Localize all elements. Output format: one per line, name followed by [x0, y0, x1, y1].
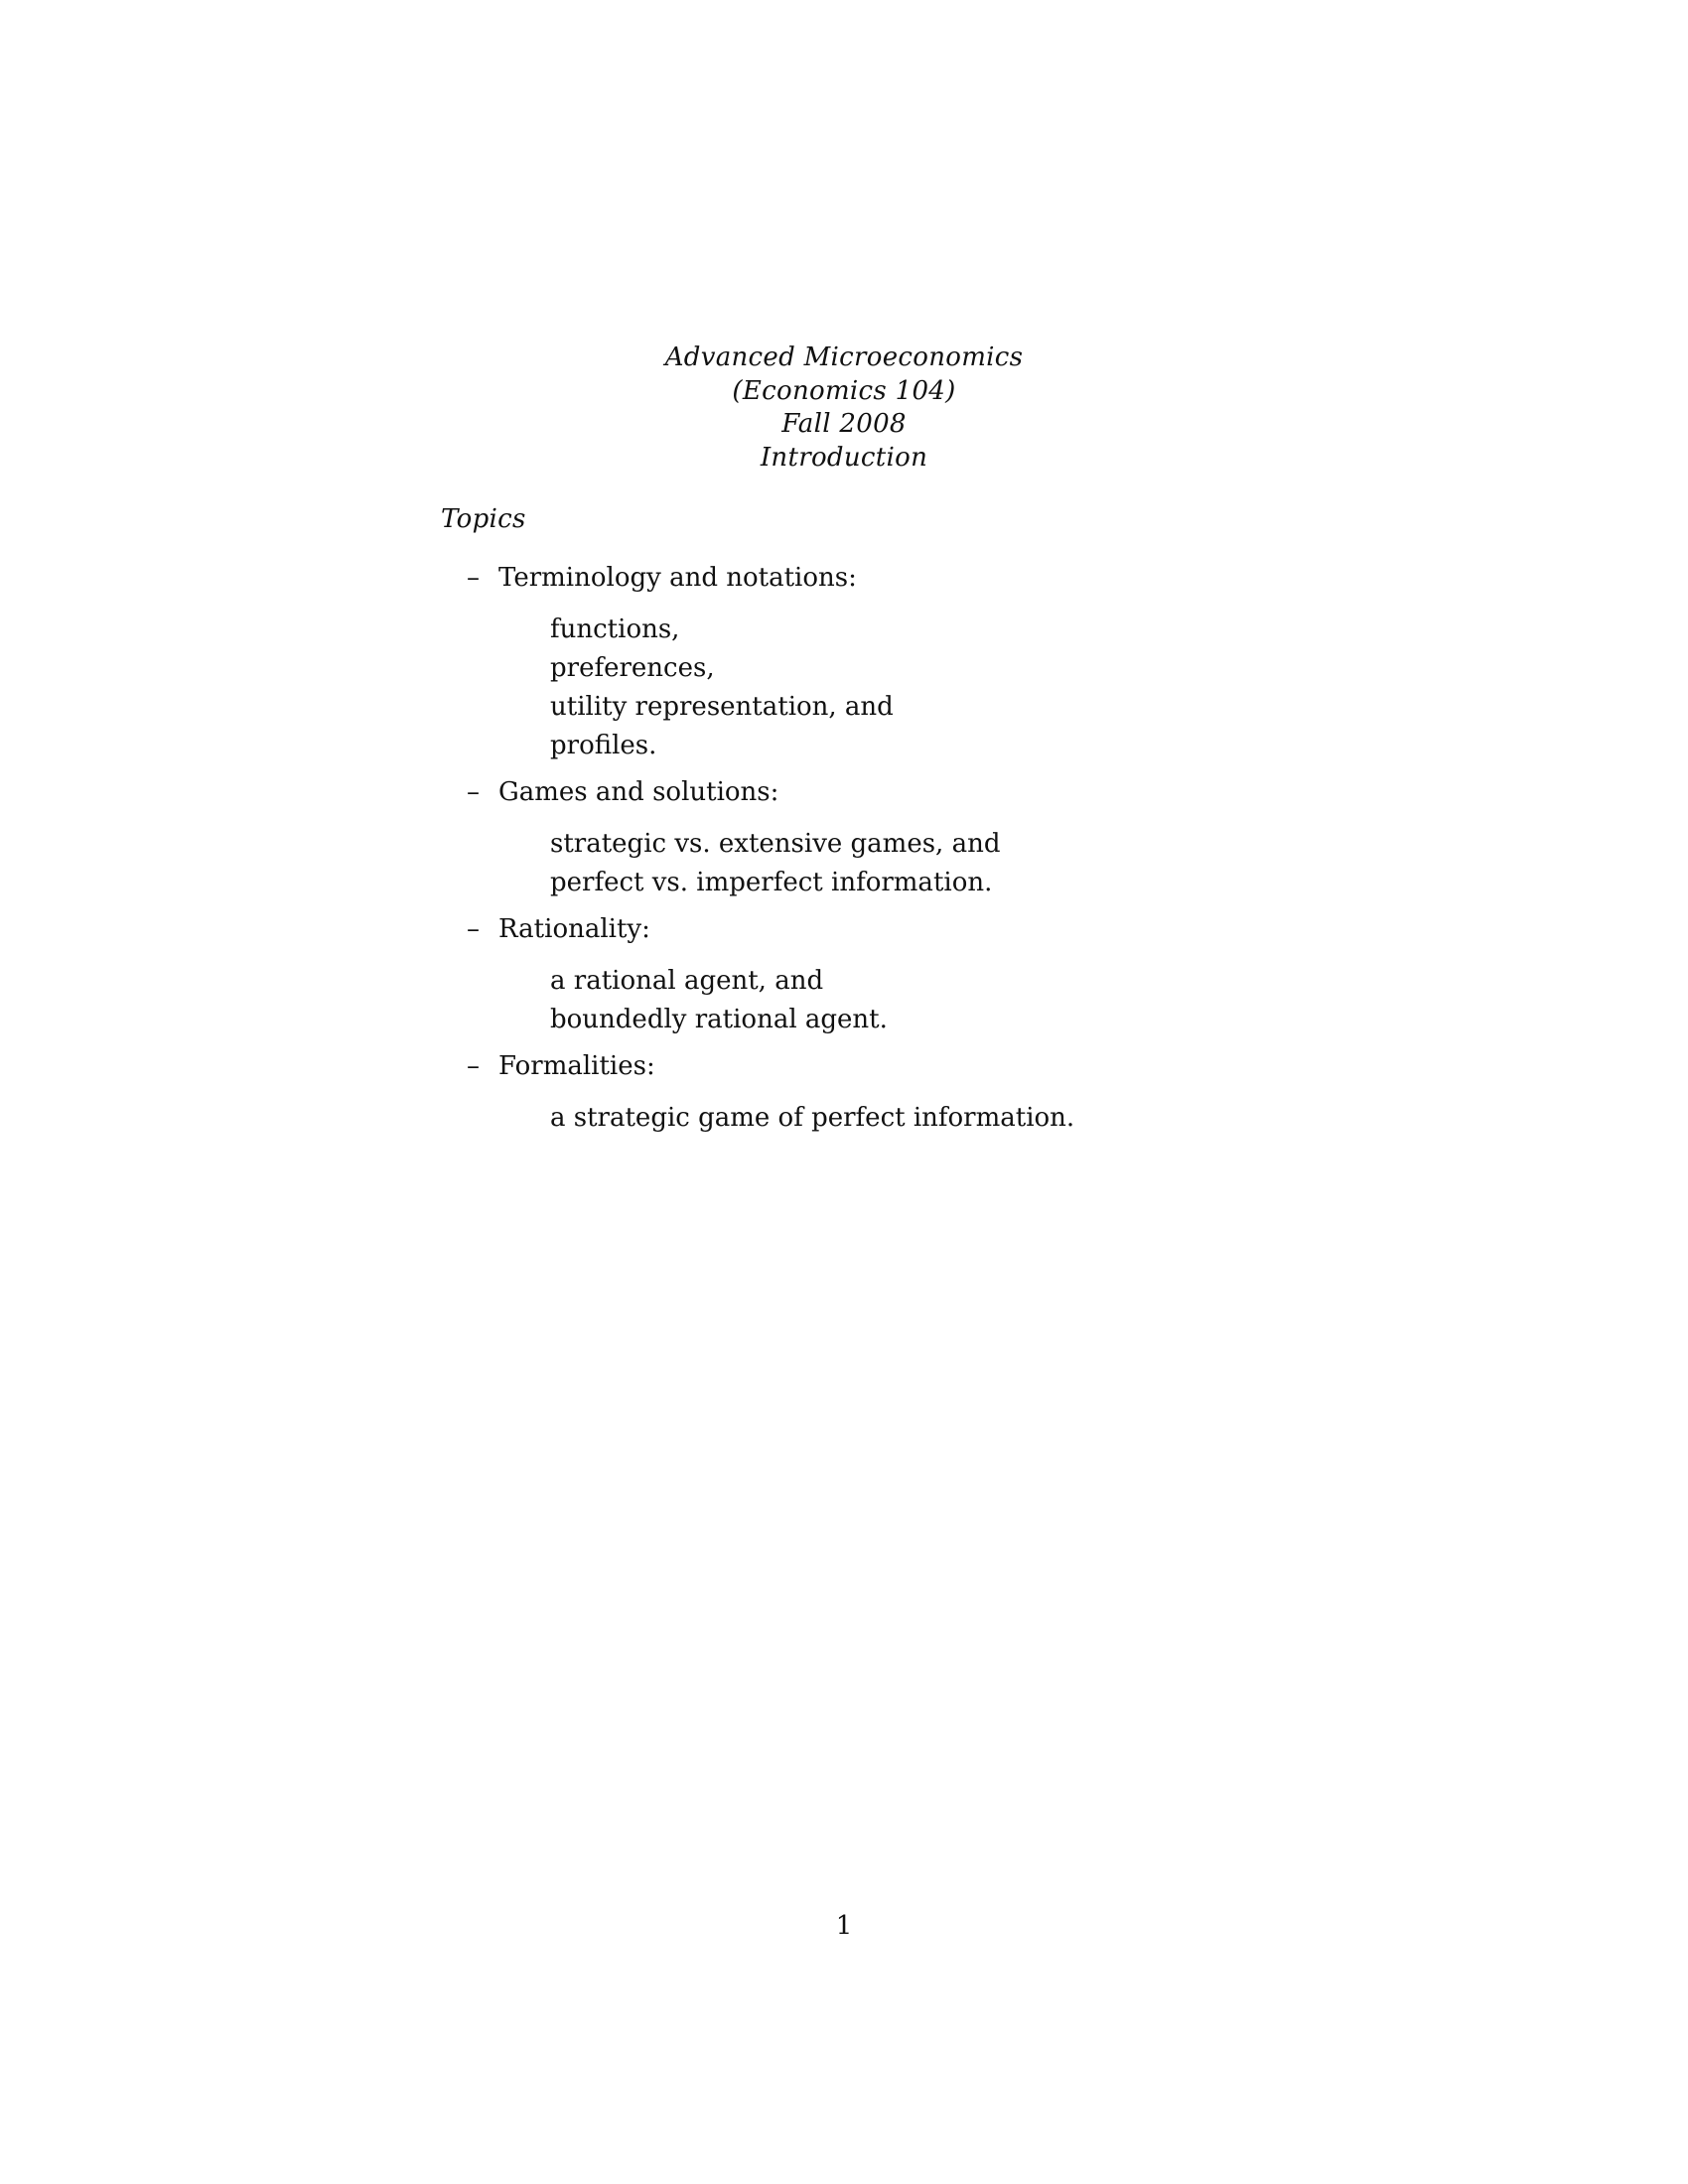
sub-list — [467, 825, 1360, 902]
sub-list — [467, 1099, 1360, 1138]
page-number: 1 — [835, 1911, 853, 1941]
topic-label: Games and solutions: — [498, 777, 779, 807]
term: Fall 2008 — [781, 409, 907, 439]
sub-item: preferences, — [550, 653, 715, 683]
dash-bullet: – — [467, 777, 480, 807]
sub-list — [467, 611, 1360, 765]
course-title: Advanced Microeconomics — [664, 342, 1024, 372]
section-heading: Topics — [441, 504, 526, 534]
lecture-title: Introduction — [760, 442, 928, 473]
dash-bullet: – — [467, 1051, 480, 1081]
sub-list — [467, 962, 1360, 1039]
topic-label: Formalities: — [498, 1051, 655, 1081]
sub-item: utility representation, and — [550, 692, 894, 722]
title-block — [0, 341, 1688, 475]
topic-item — [467, 563, 1360, 765]
dash-bullet: – — [467, 914, 480, 944]
sub-item: a strategic game of perfect information. — [550, 1103, 1075, 1133]
topic-item — [467, 1051, 1360, 1138]
sub-item: perfect vs. imperfect information. — [550, 868, 993, 897]
topic-item — [467, 914, 1360, 1039]
topic-label: Rationality: — [498, 914, 650, 944]
topic-item — [467, 777, 1360, 902]
topic-label: Terminology and notations: — [498, 563, 857, 593]
sub-item: functions, — [550, 614, 680, 644]
sub-item: boundedly rational agent. — [550, 1005, 888, 1034]
topics-list — [467, 563, 1360, 1150]
dash-bullet: – — [467, 563, 480, 593]
course-code: (Economics 104) — [732, 375, 956, 406]
sub-item: profiles. — [550, 731, 657, 760]
sub-item: strategic vs. extensive games, and — [550, 829, 1001, 859]
sub-item: a rational agent, and — [550, 966, 824, 996]
